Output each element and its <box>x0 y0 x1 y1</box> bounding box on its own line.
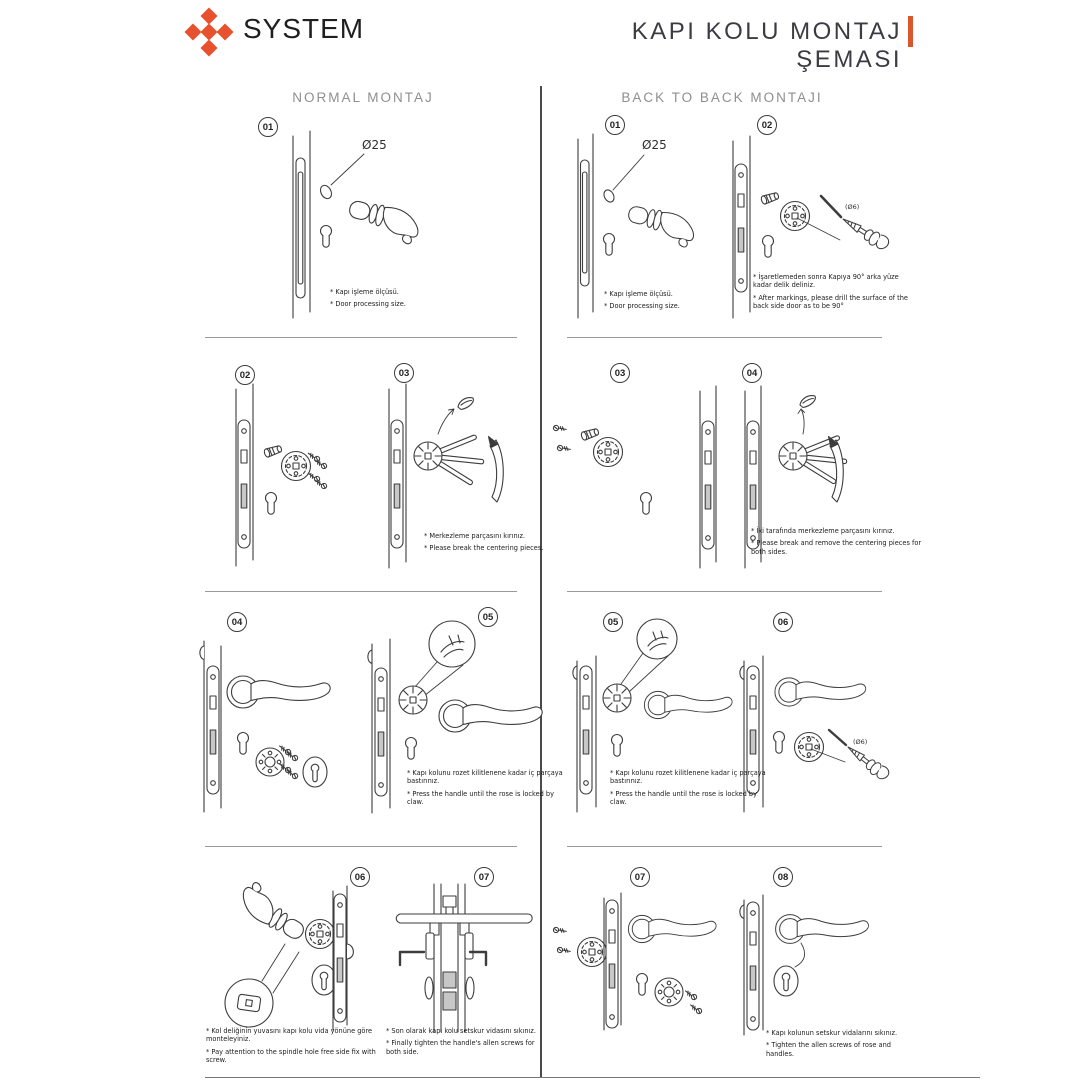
lever-handle <box>439 700 542 732</box>
screw <box>314 460 328 470</box>
dia-leader-line <box>331 154 364 185</box>
door-handle <box>345 198 422 246</box>
callout-line <box>795 943 805 967</box>
lever-handle <box>227 676 330 708</box>
caption-line-en: * Press the handle until the rose is locked by claw. <box>407 789 555 806</box>
caption-line-en: * After markings, please drill the surface of the back side door as to be 90° <box>753 293 908 310</box>
lock-faceplate <box>580 666 592 794</box>
dia-label: (Ø6) <box>845 203 860 211</box>
magnifier-leader <box>414 662 437 688</box>
step-circle-l07: 07 <box>474 867 494 887</box>
lock-faceplate <box>334 894 346 1022</box>
step-caption-l05 <box>407 769 565 810</box>
lock-faceplate <box>747 902 759 1030</box>
screw <box>553 926 566 934</box>
latch-bolt <box>740 905 744 919</box>
screw <box>557 946 570 954</box>
caption-line-en: * Please break the centering pieces. <box>424 544 544 553</box>
step-circle-l03: 03 <box>394 363 414 383</box>
lock-faceplate <box>391 420 403 548</box>
step-caption-l06 <box>206 1027 378 1068</box>
caption-line-en: * Finally tighten the handle's allen screws for both side. <box>386 1039 535 1056</box>
caption-line-tr: * Kapı işleme ölçüsü. <box>330 288 399 296</box>
small-arrow <box>438 409 454 434</box>
rose-plate <box>306 920 335 949</box>
broken-centering-piece <box>458 398 473 410</box>
rose-claw <box>414 442 442 470</box>
caption-line-en: * Press the handle until the rose is locked by claw. <box>610 789 758 806</box>
step-caption-r02 <box>753 273 913 314</box>
latch-bolt <box>368 650 372 664</box>
lock-faceplate <box>375 668 387 796</box>
rose-section <box>426 933 434 959</box>
latch-bolt <box>573 666 577 680</box>
step-circle-r06: 06 <box>773 612 793 632</box>
drawing-left-step02 <box>236 384 328 566</box>
milled-slot-inner <box>583 172 587 273</box>
drawing-right-step03 <box>553 386 716 568</box>
caption-line-en: * Please break and remove the centering pieces for both sides. <box>751 539 922 556</box>
step-circle-l04: 04 <box>227 612 247 632</box>
screw <box>684 990 698 1000</box>
latch-bolt <box>740 666 744 680</box>
lock-faceplate <box>702 421 714 549</box>
lock-faceplate <box>606 900 618 1028</box>
step-caption-l07 <box>386 1027 538 1060</box>
column-title-backtoback: BACK TO BACK MONTAJI <box>621 90 823 105</box>
caption-line-en: * Tighten the allen screws of rose and handles. <box>766 1041 891 1058</box>
drill-tool <box>839 212 891 252</box>
rose-section <box>465 933 473 959</box>
caption-line-tr: * İki tarafında merkezleme parçasını kırınız. <box>751 527 895 535</box>
step-circle-r05: 05 <box>603 612 623 632</box>
step-circle-r03: 03 <box>610 363 630 383</box>
spindle <box>580 427 599 440</box>
step-circle-l01: 01 <box>258 117 278 137</box>
drill-bit <box>829 730 846 745</box>
step-circle-r07: 07 <box>630 867 650 887</box>
step-circle-l05: 05 <box>478 607 498 627</box>
escutcheon-section <box>466 977 474 999</box>
step-caption-l03 <box>424 532 556 557</box>
lever-handle <box>775 678 866 706</box>
centering-rods <box>437 434 484 485</box>
cylinder-grommet <box>604 234 615 256</box>
cylinder-grommet <box>763 236 774 258</box>
escutcheon-ring <box>655 978 683 1006</box>
step-caption-l01 <box>330 288 450 313</box>
escutcheon-ring <box>256 748 284 776</box>
step-circle-r08: 08 <box>773 867 793 887</box>
door-handle <box>624 203 697 248</box>
rose-plate <box>282 452 311 481</box>
broken-centering-piece <box>800 396 815 408</box>
caption-line-tr: * Kapı işleme ölçüsü. <box>604 290 673 298</box>
cylinder-grommet <box>321 226 332 248</box>
cylinder-grommet <box>774 732 785 754</box>
step-circle-r01: 01 <box>605 115 625 135</box>
step-caption-r01 <box>604 290 734 315</box>
cylinder-grommet <box>637 974 648 996</box>
step-circle-r02: 02 <box>757 115 777 135</box>
lock-faceplate <box>238 420 250 548</box>
dia-label: Ø25 <box>362 138 387 152</box>
lock-faceplate <box>207 666 219 794</box>
drill-bit <box>821 196 841 217</box>
latch-bolt <box>347 944 353 959</box>
latch-bolt <box>200 646 204 660</box>
caption-line-tr: * Kapı kolunu rozet kilitlenene kadar iç parçaya bastırınız. <box>610 769 766 786</box>
drill-guide-line <box>797 218 840 240</box>
dia-label: Ø25 <box>642 138 667 152</box>
drill-tool <box>844 741 891 782</box>
cylinder-section <box>443 992 456 1010</box>
rose-claw <box>399 686 427 714</box>
caption-line-en: * Pay attention to the spindle hole free side fix with screw. <box>206 1047 376 1064</box>
rose-claw <box>603 684 631 712</box>
magnifier-leader <box>273 952 299 993</box>
lever-handle <box>776 915 869 944</box>
spindle-hole-detail <box>237 994 261 1012</box>
step-circle-r04: 04 <box>742 363 762 383</box>
rotate-arrow <box>489 437 504 503</box>
lock-body <box>443 896 456 907</box>
screw <box>307 473 321 483</box>
step-circle-l06: 06 <box>350 867 370 887</box>
rose-plate <box>578 938 607 967</box>
screw <box>553 424 566 432</box>
brand-name: SYSTEM <box>243 13 365 44</box>
step-circle-l02: 02 <box>235 365 255 385</box>
door-handle <box>230 877 318 945</box>
lock-faceplate <box>735 164 747 292</box>
drawing-right-step08 <box>740 895 869 1035</box>
spindle <box>760 191 779 204</box>
small-arrow <box>798 409 805 434</box>
rose-plate <box>594 438 623 467</box>
caption-line-en: * Door processing size. <box>330 300 406 309</box>
caption-line-tr: * İşaretlemeden sonra Kapıya 90° arka yüze kadar delik deliniz. <box>753 273 899 290</box>
milled-slot-inner <box>298 172 303 284</box>
drawing-left-step07 <box>396 884 532 1032</box>
rose-plate <box>795 733 824 762</box>
cylinder-grommet <box>641 493 652 515</box>
allen-key <box>400 952 424 965</box>
rose-plate <box>781 202 810 231</box>
screw <box>689 1004 703 1014</box>
drawing-right-step07 <box>553 893 716 1030</box>
magnifier-leader <box>630 656 668 691</box>
drawing-left-step04 <box>200 641 330 812</box>
lever-handle <box>628 915 716 942</box>
step-caption-r05 <box>610 769 774 810</box>
dia-leader-line <box>613 155 644 190</box>
cylinder-grommet <box>612 735 623 757</box>
cylinder-grommet <box>406 738 417 760</box>
cylinder-rose <box>774 966 798 996</box>
caption-line-tr: * Kapı kolunu rozet kilitlenene kadar iç parçaya bastırınız. <box>407 769 563 786</box>
screw <box>314 480 328 490</box>
escutcheon-section <box>425 977 433 999</box>
caption-line-tr: * Merkezleme parçasını kırınız. <box>424 532 526 540</box>
drawing-left-step06 <box>225 877 353 1030</box>
step-caption-r08 <box>766 1029 916 1062</box>
cylinder-grommet <box>238 733 249 755</box>
page-title: KAPI KOLU MONTAJ ŞEMASI <box>631 18 902 73</box>
caption-line-en: * Door processing size. <box>604 302 680 311</box>
cylinder-section <box>443 972 456 988</box>
lever-handle <box>644 691 732 718</box>
cylinder-grommet <box>266 493 277 515</box>
cylinder-rose <box>303 757 327 787</box>
caption-line-tr: * Kol deliğinin yuvasını kapı kolu vida yönüne göre monteleyiniz. <box>206 1027 373 1044</box>
drill-hole <box>602 188 616 204</box>
spindle <box>263 444 282 457</box>
cylinder-rose <box>312 965 336 995</box>
magnifier-leader <box>262 944 285 981</box>
rose-claw <box>779 442 807 470</box>
handle-bar-section <box>396 914 532 923</box>
drill-hole <box>318 183 333 200</box>
caption-line-tr: * Kapı kolunun setskur vidalarını sıkınız. <box>766 1029 898 1037</box>
screw <box>557 444 570 452</box>
dia-label: (Ø6) <box>853 738 868 746</box>
column-title-normal: NORMAL MONTAJ <box>292 90 434 105</box>
step-caption-r04 <box>751 527 923 560</box>
magnifier-leader <box>621 653 643 684</box>
rotate-arrow <box>829 437 844 503</box>
caption-line-tr: * Son olarak kapı kolu setskur vidasını sıkınız. <box>386 1027 536 1035</box>
